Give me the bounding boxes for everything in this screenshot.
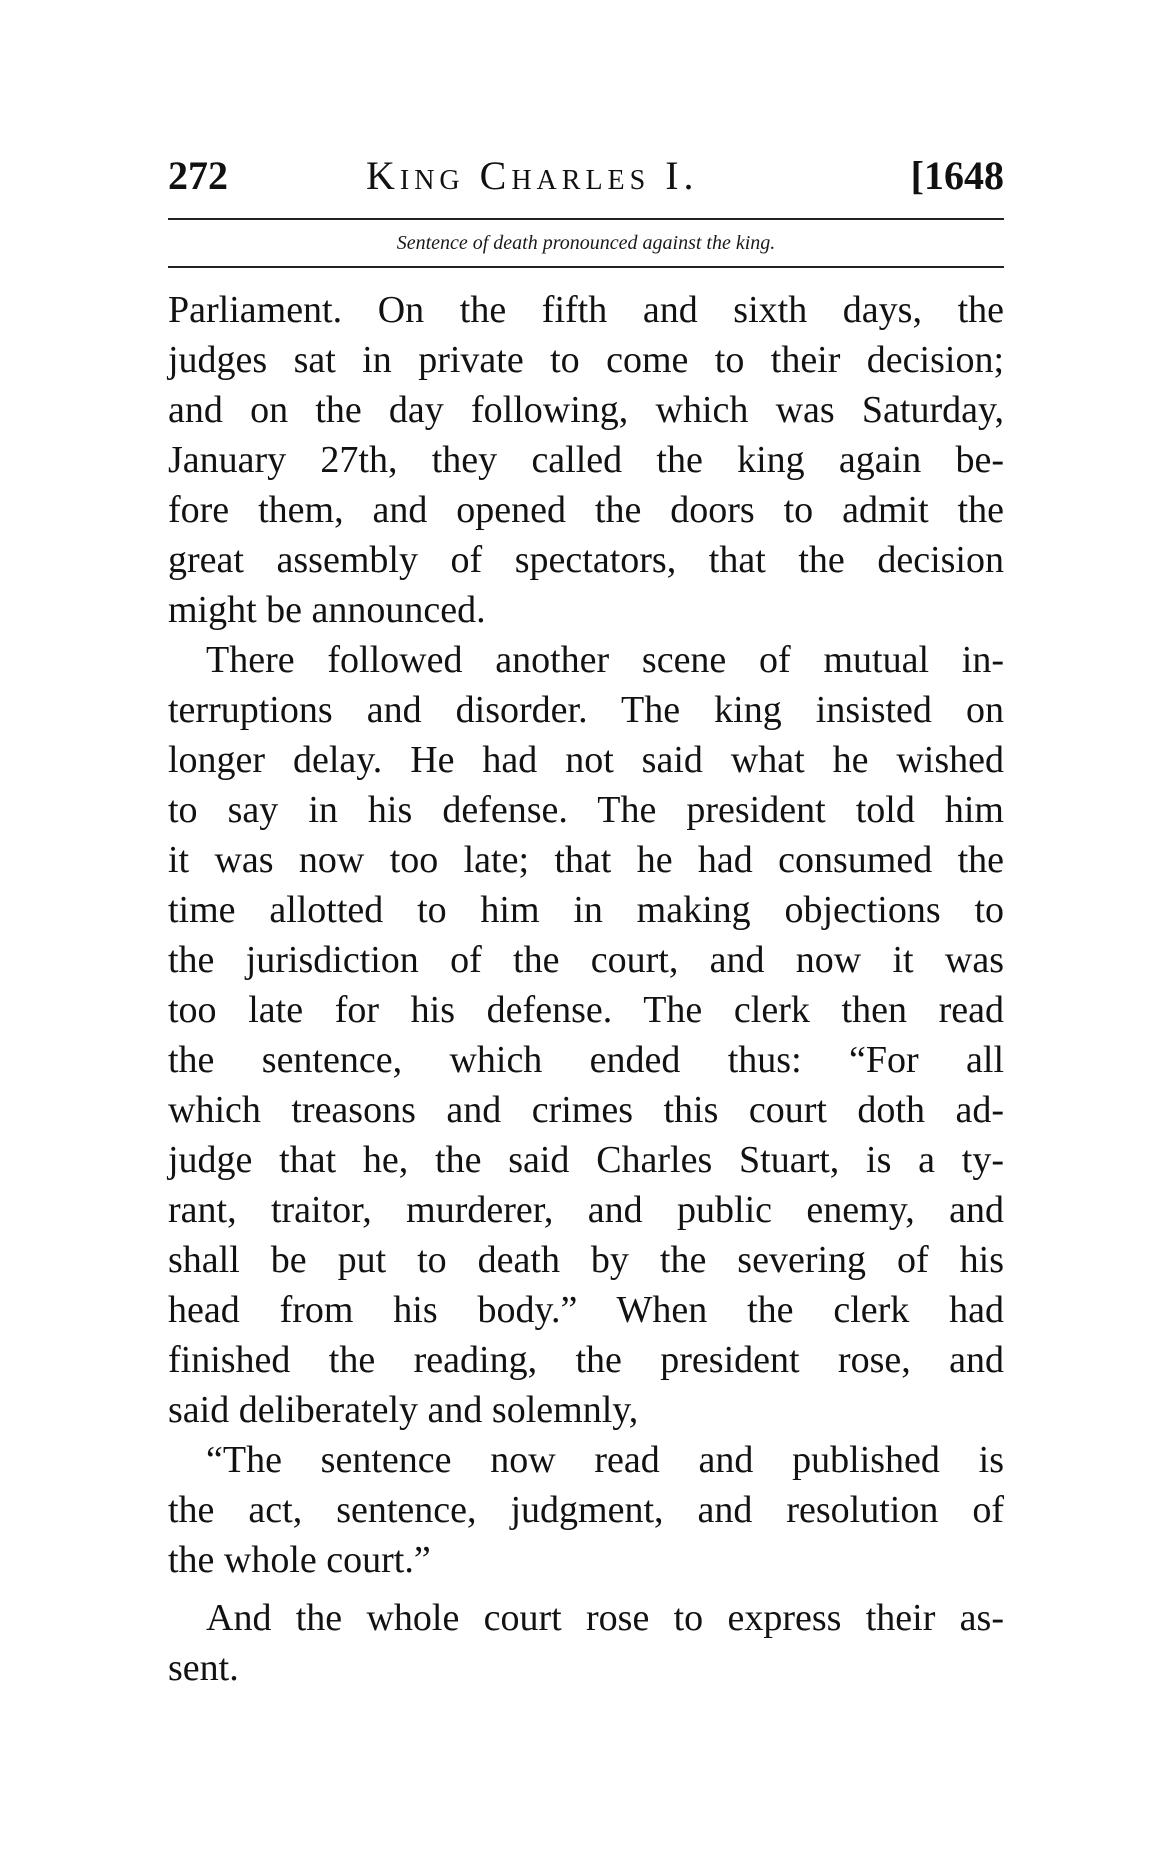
- paragraph: [168, 635, 1004, 1435]
- text-line: which treasons and crimes this court doth ad-: [168, 1089, 1004, 1131]
- text-line: head from his body.” When the clerk had: [168, 1289, 1004, 1331]
- body-text: [168, 285, 1004, 1693]
- running-head: [168, 152, 1004, 208]
- text-line: judges sat in private to come to their decision;: [168, 339, 1004, 381]
- text-line: rant, traitor, murderer, and public enemy, and: [168, 1189, 1004, 1231]
- paragraph: [168, 285, 1004, 635]
- page-number: 272: [168, 153, 228, 198]
- text-line: “The sentence now read and published is: [206, 1439, 1004, 1481]
- text-line: And the whole court rose to express their as-: [206, 1597, 1004, 1639]
- text-line: great assembly of spectators, that the decision: [168, 539, 1004, 581]
- text-line: the whole court.”: [168, 1539, 431, 1581]
- text-line: the act, sentence, judgment, and resolution of: [168, 1489, 1004, 1531]
- running-head-year: [1648: [910, 153, 1004, 198]
- text-line: it was now too late; that he had consumed the: [168, 839, 1004, 881]
- text-line: the jurisdiction of the court, and now it was: [168, 939, 1004, 981]
- text-line: to say in his defense. The president told him: [168, 789, 1004, 831]
- paragraph: [168, 1435, 1004, 1585]
- text-line: said deliberately and solemnly,: [168, 1389, 639, 1431]
- text-line: judge that he, the said Charles Stuart, is a ty-: [168, 1139, 1004, 1181]
- text-line: too late for his defense. The clerk then read: [168, 989, 1004, 1031]
- text-line: January 27th, they called the king again be-: [168, 439, 1004, 481]
- text-line: sent.: [168, 1647, 239, 1689]
- text-line: time allotted to him in making objections to: [168, 889, 1004, 931]
- text-line: fore them, and opened the doors to admit the: [168, 489, 1004, 531]
- text-line: Parliament. On the fifth and sixth days, the: [168, 289, 1004, 331]
- text-line: longer delay. He had not said what he wished: [168, 739, 1004, 781]
- header-rule-bottom: [168, 266, 1004, 268]
- text-line: terruptions and disorder. The king insisted on: [168, 689, 1004, 731]
- text-line: There followed another scene of mutual in-: [206, 639, 1004, 681]
- section-subheading: Sentence of death pronounced against the king.: [396, 232, 776, 254]
- text-line: might be announced.: [168, 589, 486, 631]
- header-rule-top: [168, 218, 1004, 220]
- text-line: the sentence, which ended thus: “For all: [168, 1039, 1004, 1081]
- running-head-title: King Charles I.: [366, 153, 699, 198]
- text-line: shall be put to death by the severing of his: [168, 1239, 1004, 1281]
- text-line: and on the day following, which was Saturday,: [168, 389, 1004, 431]
- paragraph-gap: [168, 1585, 1004, 1593]
- text-line: finished the reading, the president rose, and: [168, 1339, 1004, 1381]
- paragraph: [168, 1593, 1004, 1693]
